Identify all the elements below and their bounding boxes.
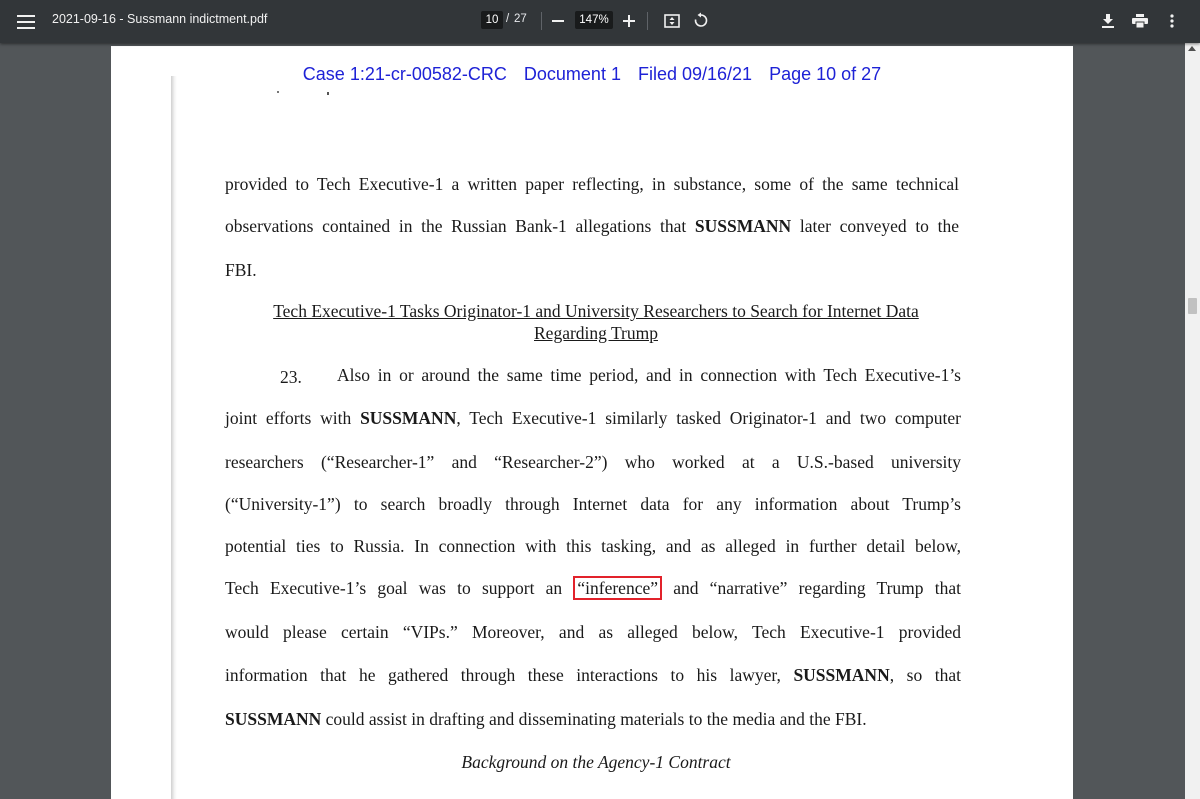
- scroll-up-arrow-icon[interactable]: [1188, 46, 1196, 51]
- print-icon[interactable]: [1131, 12, 1149, 30]
- document-title: 2021-09-16 - Sussmann indictment.pdf: [52, 12, 268, 26]
- body-line: provided to Tech Executive-1 a written paper reflecting, in substance, some of the same technical: [225, 174, 959, 194]
- document-body: [111, 46, 1073, 799]
- zoom-out-icon[interactable]: [551, 13, 565, 29]
- filed-date: Filed 09/16/21: [637, 64, 753, 84]
- body-line: researchers (“Researcher-1” and “Researcher-2”) who worked at a U.S.-based university: [225, 452, 961, 472]
- body-line: joint efforts with SUSSMANN, Tech Executive-1 similarly tasked Originator-1 and two computer: [225, 408, 961, 428]
- body-line: SUSSMANN could assist in drafting and disseminating materials to the media and the FBI.: [225, 709, 867, 729]
- pdf-page: [111, 46, 1073, 799]
- section-heading: Background on the Agency-1 Contract: [461, 752, 731, 772]
- body-line: observations contained in the Russian Bank-1 allegations that SUSSMANN later conveyed to the: [225, 216, 959, 236]
- menu-icon[interactable]: [14, 10, 38, 34]
- body-line: Also in or around the same time period, and in connection with Tech Executive-1’s: [337, 365, 961, 385]
- toolbar-divider: [541, 12, 542, 30]
- scrollbar[interactable]: [1185, 43, 1200, 799]
- download-icon[interactable]: [1100, 12, 1116, 30]
- page-number-input[interactable]: 10: [481, 11, 503, 29]
- document-number: Document 1: [523, 64, 621, 84]
- highlighted-term: “inference”: [573, 576, 662, 600]
- more-vert-icon[interactable]: [1165, 12, 1179, 30]
- toolbar-divider: [647, 12, 648, 30]
- fit-page-icon[interactable]: [663, 12, 681, 30]
- defendant-name: SUSSMANN: [225, 709, 322, 729]
- total-pages: 27: [514, 13, 527, 25]
- defendant-name: SUSSMANN: [360, 408, 457, 428]
- scrollbar-thumb[interactable]: [1188, 298, 1197, 314]
- section-heading: Regarding Trump: [534, 323, 658, 343]
- body-line: potential ties to Russia. In connection with this tasking, and as alleged in further detail below,: [225, 536, 961, 556]
- case-number: Case 1:21-cr-00582-CRC: [302, 64, 507, 84]
- page-indicator: Page 10 of 27: [769, 64, 882, 84]
- paragraph-number: 23.: [280, 367, 302, 387]
- zoom-in-icon[interactable]: [622, 13, 636, 29]
- defendant-name: SUSSMANN: [793, 665, 890, 685]
- body-line: FBI.: [225, 260, 257, 280]
- defendant-name: SUSSMANN: [694, 216, 792, 236]
- body-line: (“University-1”) to search broadly through Internet data for any information about Trump’s: [225, 494, 961, 514]
- pdf-toolbar: [0, 0, 1200, 43]
- page-separator: /: [506, 13, 510, 25]
- body-line: information that he gathered through these interactions to his lawyer, SUSSMANN, so that: [225, 665, 961, 685]
- zoom-level[interactable]: 147%: [575, 11, 613, 29]
- body-line: would please certain “VIPs.” Moreover, and as alleged below, Tech Executive-1 provided: [225, 622, 961, 642]
- body-line: Tech Executive-1’s goal was to support an “inference” and “narrative” regarding Trump that: [225, 578, 961, 598]
- section-heading: Tech Executive-1 Tasks Originator-1 and University Researchers to Search for Internet Data: [273, 301, 919, 321]
- rotate-icon[interactable]: [692, 11, 710, 29]
